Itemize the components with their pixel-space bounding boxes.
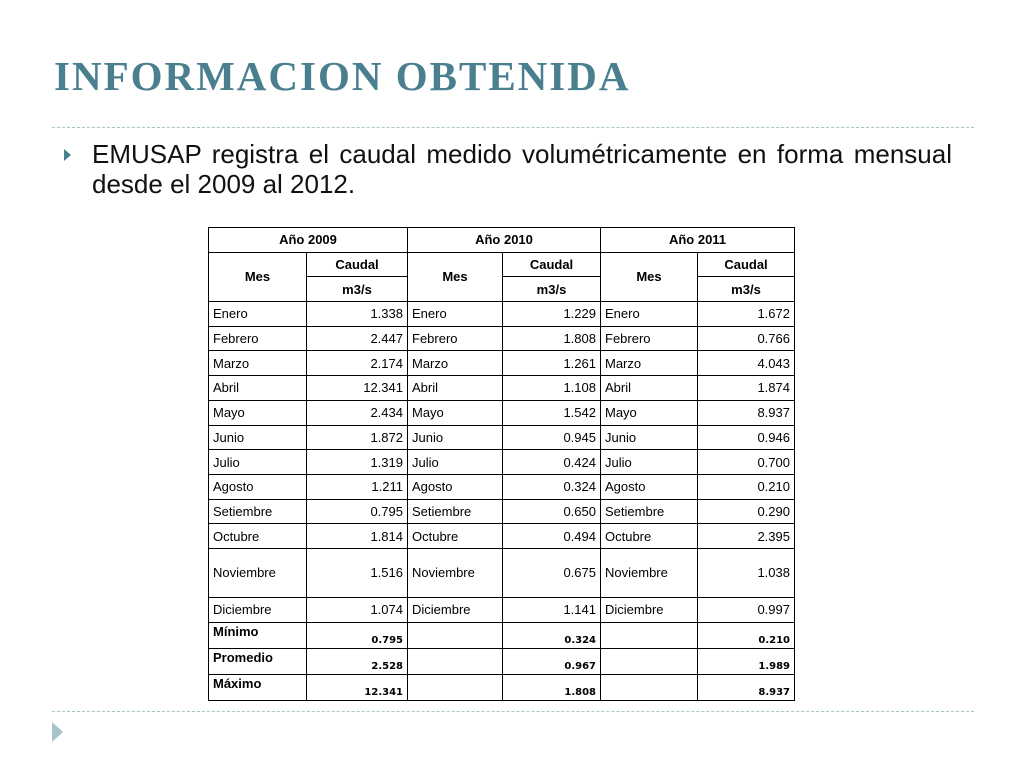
flow-value-cell: 2.395 bbox=[698, 524, 795, 549]
flow-value-cell: 12.341 bbox=[307, 376, 408, 401]
table-row bbox=[209, 351, 795, 376]
stat-value-cell: 1.989 bbox=[698, 648, 795, 674]
stat-value-cell: 8.937 bbox=[698, 674, 795, 700]
month-cell: Noviembre bbox=[408, 548, 503, 597]
table-row bbox=[209, 450, 795, 475]
stat-value-cell: 0.210 bbox=[698, 622, 795, 648]
month-cell: Abril bbox=[209, 376, 307, 401]
title-divider bbox=[52, 127, 974, 128]
table-row bbox=[209, 376, 795, 401]
table-row bbox=[209, 474, 795, 499]
flow-value-cell: 1.038 bbox=[698, 548, 795, 597]
month-cell: Marzo bbox=[601, 351, 698, 376]
table-row bbox=[209, 524, 795, 549]
month-cell: Marzo bbox=[408, 351, 503, 376]
flow-value-cell: 1.211 bbox=[307, 474, 408, 499]
flow-value-cell: 0.650 bbox=[503, 499, 601, 524]
table-row bbox=[209, 499, 795, 524]
month-cell: Setiembre bbox=[209, 499, 307, 524]
flow-value-cell: 1.261 bbox=[503, 351, 601, 376]
empty-cell bbox=[601, 648, 698, 674]
flow-value-cell: 1.872 bbox=[307, 425, 408, 450]
stat-row bbox=[209, 674, 795, 700]
flow-value-cell: 1.542 bbox=[503, 400, 601, 425]
flow-value-cell: 0.946 bbox=[698, 425, 795, 450]
month-cell: Noviembre bbox=[209, 548, 307, 597]
year-header: Año 2011 bbox=[601, 228, 795, 253]
flow-value-cell: 0.290 bbox=[698, 499, 795, 524]
bullet-text: EMUSAP registra el caudal medido volumétricamente en forma mensual desde el 2009 al 2012. bbox=[92, 139, 952, 199]
flow-value-cell: 0.210 bbox=[698, 474, 795, 499]
month-cell: Junio bbox=[601, 425, 698, 450]
month-cell: Julio bbox=[209, 450, 307, 475]
flow-value-cell: 2.174 bbox=[307, 351, 408, 376]
month-cell: Febrero bbox=[601, 326, 698, 351]
flow-value-cell: 1.808 bbox=[503, 326, 601, 351]
month-cell: Mayo bbox=[601, 400, 698, 425]
month-cell: Agosto bbox=[408, 474, 503, 499]
flow-value-cell: 2.434 bbox=[307, 400, 408, 425]
flow-value-cell: 0.675 bbox=[503, 548, 601, 597]
empty-cell bbox=[408, 648, 503, 674]
month-cell: Junio bbox=[209, 425, 307, 450]
flow-table bbox=[208, 227, 795, 701]
table-row bbox=[209, 548, 795, 597]
unit-header: m3/s bbox=[307, 277, 408, 302]
flow-value-cell: 1.338 bbox=[307, 302, 408, 327]
mes-header: Mes bbox=[601, 252, 698, 301]
flow-value-cell: 1.516 bbox=[307, 548, 408, 597]
stat-label: Promedio bbox=[209, 648, 307, 674]
flow-value-cell: 1.814 bbox=[307, 524, 408, 549]
month-cell: Mayo bbox=[408, 400, 503, 425]
month-cell: Mayo bbox=[209, 400, 307, 425]
stat-row bbox=[209, 648, 795, 674]
stat-value-cell: 2.528 bbox=[307, 648, 408, 674]
year-header: Año 2010 bbox=[408, 228, 601, 253]
flow-value-cell: 1.108 bbox=[503, 376, 601, 401]
month-cell: Octubre bbox=[209, 524, 307, 549]
unit-header: m3/s bbox=[698, 277, 795, 302]
month-cell: Abril bbox=[408, 376, 503, 401]
month-cell: Enero bbox=[601, 302, 698, 327]
month-cell: Febrero bbox=[408, 326, 503, 351]
empty-cell bbox=[601, 674, 698, 700]
month-cell: Octubre bbox=[601, 524, 698, 549]
caudal-header: Caudal bbox=[307, 252, 408, 277]
flow-value-cell: 0.494 bbox=[503, 524, 601, 549]
flow-value-cell: 0.997 bbox=[698, 597, 795, 622]
month-cell: Junio bbox=[408, 425, 503, 450]
flow-value-cell: 1.141 bbox=[503, 597, 601, 622]
month-cell: Julio bbox=[408, 450, 503, 475]
year-header: Año 2009 bbox=[209, 228, 408, 253]
footer-divider bbox=[52, 711, 974, 712]
month-cell: Setiembre bbox=[408, 499, 503, 524]
empty-cell bbox=[408, 674, 503, 700]
flow-value-cell: 4.043 bbox=[698, 351, 795, 376]
table-row bbox=[209, 326, 795, 351]
flow-value-cell: 0.766 bbox=[698, 326, 795, 351]
stat-label: Máximo bbox=[209, 674, 307, 700]
flow-value-cell: 1.229 bbox=[503, 302, 601, 327]
stat-value-cell: 0.324 bbox=[503, 622, 601, 648]
month-cell: Agosto bbox=[601, 474, 698, 499]
bullet-arrow-icon bbox=[64, 149, 71, 161]
table-row bbox=[209, 425, 795, 450]
stat-value-cell: 0.795 bbox=[307, 622, 408, 648]
column-header-row bbox=[209, 252, 795, 277]
corner-arrow-icon bbox=[52, 722, 63, 742]
flow-value-cell: 1.672 bbox=[698, 302, 795, 327]
caudal-header: Caudal bbox=[698, 252, 795, 277]
table-row bbox=[209, 400, 795, 425]
table-row bbox=[209, 597, 795, 622]
flow-value-cell: 0.700 bbox=[698, 450, 795, 475]
flow-value-cell: 2.447 bbox=[307, 326, 408, 351]
caudal-header: Caudal bbox=[503, 252, 601, 277]
stat-row bbox=[209, 622, 795, 648]
month-cell: Abril bbox=[601, 376, 698, 401]
empty-cell bbox=[601, 622, 698, 648]
flow-value-cell: 0.324 bbox=[503, 474, 601, 499]
stat-value-cell: 1.808 bbox=[503, 674, 601, 700]
month-cell: Marzo bbox=[209, 351, 307, 376]
month-cell: Setiembre bbox=[601, 499, 698, 524]
stat-label: Mínimo bbox=[209, 622, 307, 648]
mes-header: Mes bbox=[408, 252, 503, 301]
month-cell: Agosto bbox=[209, 474, 307, 499]
month-cell: Julio bbox=[601, 450, 698, 475]
stat-value-cell: 12.341 bbox=[307, 674, 408, 700]
month-cell: Diciembre bbox=[601, 597, 698, 622]
month-cell: Enero bbox=[408, 302, 503, 327]
slide-title: INFORMACION OBTENIDA bbox=[54, 53, 631, 99]
mes-header: Mes bbox=[209, 252, 307, 301]
flow-value-cell: 0.424 bbox=[503, 450, 601, 475]
flow-value-cell: 8.937 bbox=[698, 400, 795, 425]
flow-value-cell: 1.074 bbox=[307, 597, 408, 622]
month-cell: Octubre bbox=[408, 524, 503, 549]
month-cell: Febrero bbox=[209, 326, 307, 351]
month-cell: Noviembre bbox=[601, 548, 698, 597]
month-cell: Diciembre bbox=[209, 597, 307, 622]
empty-cell bbox=[408, 622, 503, 648]
flow-value-cell: 1.319 bbox=[307, 450, 408, 475]
month-cell: Enero bbox=[209, 302, 307, 327]
table-row bbox=[209, 302, 795, 327]
stat-value-cell: 0.967 bbox=[503, 648, 601, 674]
flow-value-cell: 0.795 bbox=[307, 499, 408, 524]
year-header-row bbox=[209, 228, 795, 253]
flow-value-cell: 1.874 bbox=[698, 376, 795, 401]
flow-value-cell: 0.945 bbox=[503, 425, 601, 450]
unit-header: m3/s bbox=[503, 277, 601, 302]
month-cell: Diciembre bbox=[408, 597, 503, 622]
